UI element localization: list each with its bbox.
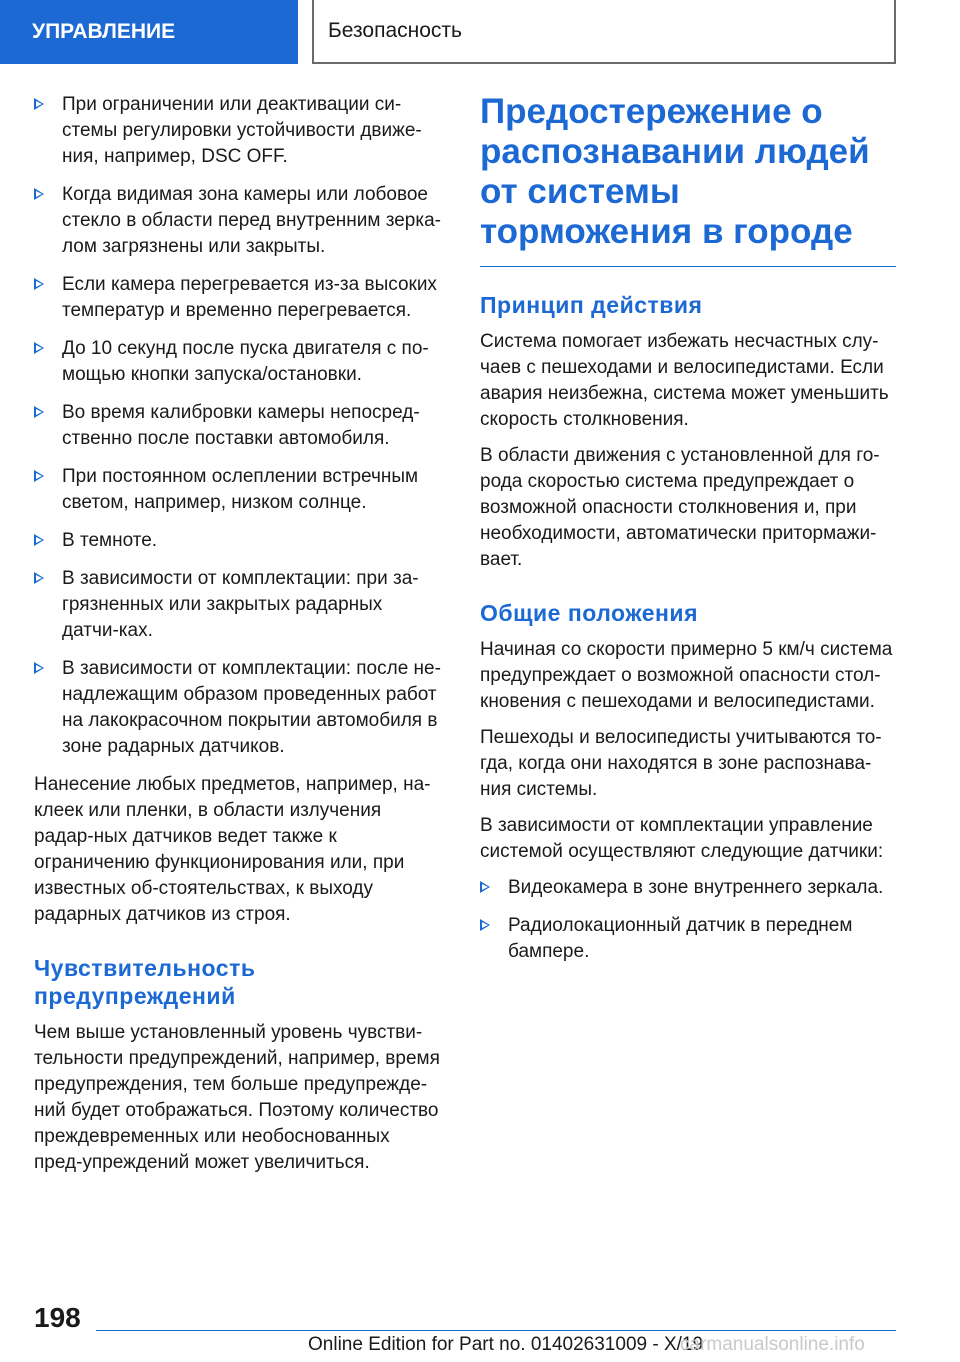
list-item: При постоянном ослеплении встречным светом, например, низком солнце. xyxy=(34,464,442,516)
principle-paragraph-2: В области движения с установленной для го-рода скоростью система предупреждает о возможной опасности столкновения и, при необходимости, автоматически притормажи-вает. xyxy=(480,445,880,570)
bullet-triangle-icon xyxy=(480,919,490,931)
principle-paragraph-1: Система помогает избежать несчастных слу-чаев с пешеходами и велосипедистами. Если авария неизбежна, система может уменьшить скорость столкновения. xyxy=(480,331,889,430)
bullet-triangle-icon xyxy=(480,881,490,893)
sensitivity-heading: Чувствительность предупреждений xyxy=(34,955,256,1009)
chapter-tab xyxy=(0,0,298,64)
limitations-list xyxy=(34,92,442,760)
list-item: В зависимости от комплектации: при за-грязненных или закрытых радарных датчи-ках. xyxy=(34,566,442,644)
page-title: Предостережение о распознавании людей от системы торможения в городе xyxy=(480,92,870,251)
section-header xyxy=(312,0,896,64)
left-column xyxy=(34,92,442,1186)
sensors-list xyxy=(480,875,896,965)
general-paragraph-2: Пешеходы и велосипедисты учитываются то-гда, когда они находятся в зоне распознава-ния системы. xyxy=(480,727,882,800)
heading-divider xyxy=(480,266,896,267)
general-paragraph-3: В зависимости от комплектации управление системой осуществляют следующие датчики: xyxy=(480,815,884,862)
list-item: Если камера перегревается из-за высоких температур и временно перегревается. xyxy=(34,272,442,324)
bullet-triangle-icon xyxy=(34,98,44,110)
list-item: Когда видимая зона камеры или лобовое стекло в области перед внутренним зерка-лом загрязнены или закрыты. xyxy=(34,182,442,260)
general-heading: Общие положения xyxy=(480,600,698,626)
radar-note-paragraph: Нанесение любых предметов, например, на-клеек или пленки, в области излучения радар-ных датчиков ведет также к ограничению функционирования или, при известных об-стоятельствах, к выходу радарных датчиков из строя. xyxy=(34,774,431,925)
bullet-triangle-icon xyxy=(34,278,44,290)
page-number: 198 xyxy=(34,1302,81,1333)
sensitivity-paragraph: Чем выше установленный уровень чувстви-тельности предупреждений, например, время предупреждения, тем больше предупрежде-ний будет отображаться. Поэтому количество преждевременных или необоснованных пред-упреждений может увеличиться. xyxy=(34,1022,440,1173)
list-item: До 10 секунд после пуска двигателя с по-мощью кнопки запуска/остановки. xyxy=(34,336,442,388)
bullet-triangle-icon xyxy=(34,572,44,584)
bullet-triangle-icon xyxy=(34,470,44,482)
list-item: Во время калибровки камеры непосред-ственно после поставки автомобиля. xyxy=(34,400,442,452)
bullet-triangle-icon xyxy=(34,342,44,354)
section-title: Безопасность xyxy=(328,19,462,42)
bullet-triangle-icon xyxy=(34,188,44,200)
principle-heading: Принцип действия xyxy=(480,292,703,318)
watermark: carmanualsonline.info xyxy=(680,1334,865,1355)
edition-footer: Online Edition for Part no. 01402631009 - X/19 xyxy=(308,1334,704,1355)
list-item: В зависимости от комплектации: после не-надлежащим образом проведенных работ на лакокрасочном покрытии автомобиля в зоне радарных датчиков. xyxy=(34,656,442,760)
list-item: Видеокамера в зоне внутреннего зеркала. xyxy=(480,875,896,901)
list-item: Радиолокационный датчик в переднем бампере. xyxy=(480,913,896,965)
list-item: При ограничении или деактивации си-стемы регулировки устойчивости движе-ния, например, DSC OFF. xyxy=(34,92,442,170)
bullet-triangle-icon xyxy=(34,662,44,674)
chapter-title: УПРАВЛЕНИЕ xyxy=(32,20,176,43)
list-item: В темноте. xyxy=(34,528,442,554)
general-paragraph-1: Начиная со скорости примерно 5 км/ч система предупреждает о возможной опасности стол-кновения с пешеходами и велосипедистами. xyxy=(480,639,893,712)
footer-divider xyxy=(96,1330,896,1331)
bullet-triangle-icon xyxy=(34,534,44,546)
right-column xyxy=(480,92,896,977)
bullet-triangle-icon xyxy=(34,406,44,418)
